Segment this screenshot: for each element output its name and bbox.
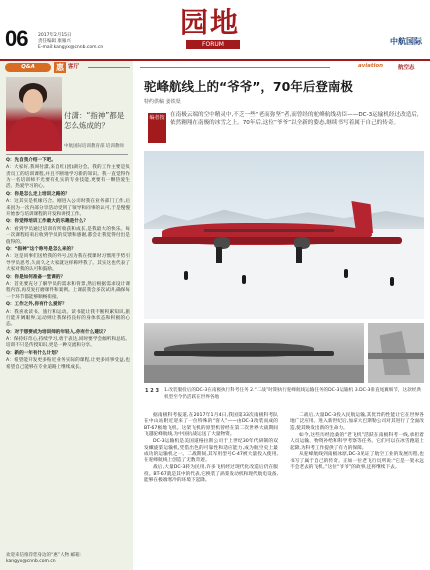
person-figure [390,277,394,286]
article-byline: 特约供稿 姜铁渠 [144,99,181,105]
qa-header-rule [88,67,130,68]
section-title: 园地 [180,6,241,39]
article-category: aviation [358,63,384,69]
guest-portrait [6,77,62,151]
person-figure [184,271,188,280]
masthead [180,6,250,56]
plane-landing-gear [216,247,222,263]
editor-note-tag: 编者按 [148,113,166,143]
page-meta [38,33,103,51]
qa-question: Q：新的一年有什么计划？ [6,350,61,356]
qa-column [0,61,133,570]
qa-question: Q：你是如何准备一堂课的？ [6,274,66,280]
portrait-face [23,89,43,113]
person-figure [344,269,348,278]
article-body-col-2 [290,413,424,563]
article-header [140,61,426,73]
historic-plane-wing [154,351,334,356]
portrait-body [10,117,58,151]
article-body-col-1 [144,413,278,563]
qa-answer: A：这是同事们送给我的外号,因为我在授课时习惯用手势引导学员思考,久而久之大家就这样称呼我了。其实这也代表了大家对我的认可和鼓励。 [6,254,130,273]
editor: 责任编辑 康雁兴 [38,39,71,44]
qa-question: Q：你觉得培训工作最大的乐趣是什么？ [6,219,89,225]
qa-answer: A：我喜欢读书、旅行和运动。读书能让我不断积累知识,旅行能开阔眼界,运动则让我保持良好的身体状态和积极的心态。 [6,309,130,328]
qa-question: Q：对于想要成为培训师的年轻人,你有什么建议？ [6,329,109,335]
plane-wing [152,237,402,244]
article-paragraph: 从驼峰航线到南极冰原,DC-3见证了航空工业的发展历程,也书写了属于自己的传奇。正如一位老飞行员所说:“它是一架永远不会老去的飞机。”这位“爷爷”的故事,还将继续下去。 [290,452,424,471]
qa-section-sub: 客厅 [68,64,80,70]
photo-caption [144,388,424,408]
main-photo [144,151,424,319]
caption-text: 1.改装服役后的DC-3在南极执行科考任务 2.“二战”时期执行驼峰航线运输任务的DC-3运输机 3.DC-3垂直尾翼细节，这款经典机型至今仍活跃在世界各地 [164,388,421,400]
article-category-sub: 航空志 [398,65,415,71]
qa-section-label: Q&A [5,63,51,72]
editor-note [148,111,420,147]
photo-ground [144,365,364,383]
guest-title: 中航国际培训教育部 培训教师 [64,144,124,149]
newspaper-logo: 中航国际 [390,36,422,46]
plane-windows [204,229,334,232]
article-body [144,413,424,563]
section-subtitle: FORUM [186,40,240,49]
qa-answer: A：这其实是机缘巧合。刚进入公司时我在业务部门工作,后来因为一次内部分享活动受到了领导和同事的认可,于是慢慢开始参与培训课程的开发和讲授工作。 [6,199,130,217]
qa-question: Q：你是怎么走上培训之路的？ [6,191,70,197]
editor-note-text: 在南极云端的空中精灵中,不乏一些“老而弥坚”者,而曾经的驼峰航线功臣——DC-3运输机经过改造后,依然翱翔在南极的冰雪之上。70年后,这位“爷爷”以全新的姿态,继续书写着属于自己的传奇。 [170,112,419,126]
tail-photo [368,323,424,383]
article-paragraph: 据南极科考报道,在2017年1月4日,我国第33次南极科考队在中山站附近迎来了一位特殊的“客人”——由DC-3改装而成的BT-67极地飞机。这架飞机的原型机曾经在第二次世界大战期间飞越驼峰航线,为中国抗战运送了大量物资。 [144,413,278,438]
qa-question: Q：先自我介绍一下吧。 [6,158,56,163]
article [140,61,426,570]
qa-section-char: 惠 [56,63,64,72]
article-paragraph: 二战后,大量DC-3投入民航运输,其优异的性能让它在世界各地广泛应用。进入新世纪后,加拿大巴斯勒公司对其进行了全面改造,使其焕发出新的生命力。 [290,413,424,431]
qa-answer: A：希望能开发更多贴近业务实际的课程,让更多同事受益,也希望自己能够在专业道路上继续成长。 [6,358,130,370]
qa-question: Q：工作之外,你有什么爱好？ [6,302,67,308]
article-paragraph: 如今,这些历经沧桑的“老飞机”活跃在南极科考一线,承担着人员运输、物资补给和科学考察等任务。它们可以在冰雪跑道上起降,为科考工作提供了有力的保障。 [290,432,424,451]
qa-question: Q：“指神”这个称号是怎么来的？ [6,246,76,252]
issue-date: 2017年2月15日 [38,33,72,38]
historic-photo [144,323,364,383]
editor-email: E-mail:kangyx@cnnb.com.cn [38,45,104,50]
qa-answer: A：大家好,我叫付潇,来自红(团)湖分会。我的工作主要是负责员工的培训课程,并且不断地学习新的知识。我一直觉得作为一名培训师不光要有扎实的专业技能,更要有一颗热爱生活、热爱学习的心。 [6,165,130,190]
plane-landing-gear [296,247,302,263]
article-header-rule [140,67,330,68]
qa-list [6,158,130,372]
page-number: 06 [5,26,28,51]
article-title: 驼峰航线上的“爷爷”，70年后登南极 [144,79,353,94]
qa-answer: A：保持好奇心,持续学习,勇于表达,同时要学会倾听和总结。培训不只是传授知识,更是一种交流和分享。 [6,337,130,349]
page-header [0,0,430,60]
caption-numbers: 1 2 3 [145,388,159,394]
guest-headline: 付潇：“指神”都是怎么炼成的？ [64,111,125,130]
article-paragraph: DC-3运输机是美国道格拉斯公司于上世纪30年代研制的双发螺旋桨运输机,凭借出色的可靠性和适应能力,成为航空史上最成功的运输机之一。二战期间,其军用型号C-47被大量投入使用,在驼峰航线上创造了无数奇迹。 [144,439,278,464]
tail-stripe [368,353,424,359]
qa-answer: A：首先要充分了解学员的需求和背景,然后根据需求设计课程内容,再反复打磨课件和案例。上课前我会多次试讲,确保每一个环节都能够顺畅衔接。 [6,282,130,300]
qa-answer: A：看到学员通过培训有所收获和成长,是我最大的快乐。每一次课程结束后收到学员的反馈和感谢,都会让我觉得付出是值得的。 [6,226,130,245]
qa-footer: 欢迎来信推荐您身边的“惠”人物 邮箱：kangyx@cnnb.com.cn [6,553,85,564]
article-paragraph: 战后,大量DC-3转为民用,许多飞机经过现代化改造后仍在服役。BT-67就是其中的代表,它换装了涡桨发动机和现代航电设备,能够在极端寒冷的环境下起降。 [144,465,278,484]
qa-rule [6,154,128,155]
person-figure [242,275,246,284]
qa-column-header [0,61,133,73]
